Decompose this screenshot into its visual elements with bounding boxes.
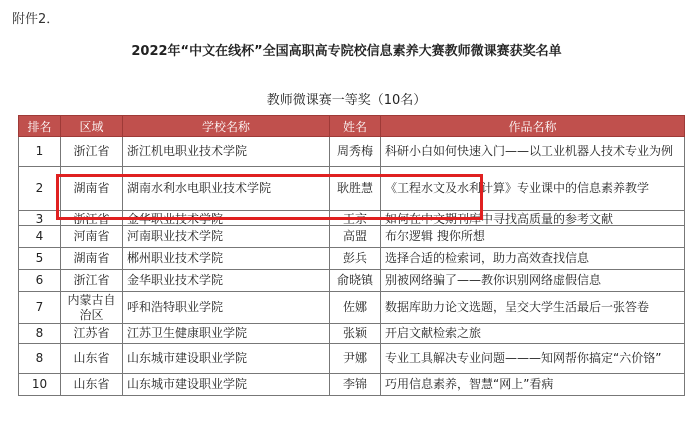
cell-work <box>381 137 685 167</box>
cell-work-text: 巧用信息素养，智慧“网上”看病 <box>385 377 554 391</box>
cell-name-text: 高盟 <box>342 229 367 243</box>
cell-region-text: 江苏省 <box>73 326 110 340</box>
cell-work-text: 开启文献检索之旅 <box>385 326 482 340</box>
cell-name-text: 王京 <box>342 211 367 225</box>
cell-region-text: 河南省 <box>73 229 110 243</box>
cell-region <box>61 344 123 374</box>
cell-rank <box>19 374 61 396</box>
cell-rank-text: 1 <box>35 144 44 158</box>
cell-work <box>381 374 685 396</box>
cell-region <box>61 248 123 270</box>
table-row <box>19 292 685 324</box>
cell-name <box>330 226 381 248</box>
cell-name-text: 张颖 <box>342 326 367 340</box>
cell-rank-text: 6 <box>35 273 44 287</box>
cell-region-text: 内蒙古自治区 <box>67 292 116 322</box>
cell-school <box>123 324 330 344</box>
cell-rank-text: 8 <box>35 326 44 340</box>
cell-work-text: 数据库助力论文选题，呈交大学生活最后一张答卷 <box>385 300 650 314</box>
cell-region-text: 湖南省 <box>73 251 110 265</box>
cell-school <box>123 292 330 324</box>
cell-name-text: 耿胜慧 <box>336 181 373 195</box>
cell-work <box>381 167 685 211</box>
cell-name-text: 尹娜 <box>342 351 367 365</box>
cell-rank-text: 8 <box>35 351 44 365</box>
cell-work-text: 《工程水文及水利计算》专业课中的信息素养教学 <box>385 181 650 195</box>
table-row <box>19 167 685 211</box>
header-name: 姓名 <box>330 116 381 137</box>
cell-region <box>61 324 123 344</box>
cell-school <box>123 137 330 167</box>
table-row <box>19 248 685 270</box>
cell-rank-text: 10 <box>31 377 48 391</box>
cell-region-text: 山东省 <box>73 377 110 391</box>
cell-school-text: 呼和浩特职业学院 <box>127 300 224 314</box>
cell-region <box>61 137 123 167</box>
cell-region <box>61 226 123 248</box>
cell-name <box>330 270 381 292</box>
cell-region <box>61 211 123 226</box>
cell-work-text: 专业工具解决专业问题———知网帮你搞定“六价铬” <box>385 351 662 365</box>
table-row <box>19 324 685 344</box>
table-subtitle: 教师微课赛一等奖（10名） <box>266 93 427 108</box>
cell-work <box>381 248 685 270</box>
cell-work-text: 如何在中文期刊库中寻找高质量的参考文献 <box>385 211 614 225</box>
cell-rank-text: 5 <box>35 251 44 265</box>
cell-school-text: 湖南水利水电职业技术学院 <box>127 181 272 195</box>
cell-name-text: 彭兵 <box>342 251 367 265</box>
cell-name-text: 佐娜 <box>342 300 367 314</box>
cell-rank <box>19 344 61 374</box>
cell-region <box>61 292 123 324</box>
cell-work <box>381 292 685 324</box>
cell-school-text: 金华职业技术学院 <box>127 273 224 287</box>
cell-rank-text: 3 <box>35 211 44 225</box>
cell-name <box>330 211 381 226</box>
table-row <box>19 374 685 396</box>
cell-school <box>123 248 330 270</box>
cell-rank-text: 4 <box>35 229 44 243</box>
cell-work <box>381 270 685 292</box>
cell-rank <box>19 211 61 226</box>
cell-work <box>381 226 685 248</box>
cell-rank-text: 2 <box>35 181 44 195</box>
document-title: 2022年“中文在线杯”全国高职高专院校信息素养大赛教师微课赛获奖名单 <box>131 44 562 59</box>
cell-rank <box>19 292 61 324</box>
cell-school <box>123 211 330 226</box>
cell-name <box>330 292 381 324</box>
cell-rank <box>19 324 61 344</box>
cell-rank <box>19 167 61 211</box>
cell-rank <box>19 248 61 270</box>
header-row <box>19 116 685 137</box>
cell-work <box>381 324 685 344</box>
cell-school <box>123 344 330 374</box>
cell-school <box>123 167 330 211</box>
cell-work-text: 别被网络骗了——教你识别网络虚假信息 <box>385 273 602 287</box>
cell-name-text: 俞晓镇 <box>336 273 373 287</box>
cell-school-text: 浙江机电职业技术学院 <box>127 144 248 158</box>
cell-school-text: 江苏卫生健康职业学院 <box>127 326 248 340</box>
cell-region-text: 浙江省 <box>73 211 110 225</box>
header-rank: 排名 <box>19 116 61 137</box>
header-school: 学校名称 <box>123 116 330 137</box>
table-row <box>19 226 685 248</box>
cell-region-text: 浙江省 <box>73 144 110 158</box>
cell-name <box>330 167 381 211</box>
cell-school <box>123 226 330 248</box>
cell-name-text: 李锦 <box>342 377 367 391</box>
cell-work-text: 布尔逻辑 搜你所想 <box>385 229 485 243</box>
table-row <box>19 137 685 167</box>
cell-region <box>61 374 123 396</box>
cell-name <box>330 137 381 167</box>
cell-name <box>330 324 381 344</box>
cell-rank <box>19 226 61 248</box>
cell-work-text: 科研小白如何快速入门——以工业机器人技术专业为例 <box>385 144 674 158</box>
cell-name <box>330 248 381 270</box>
cell-work <box>381 344 685 374</box>
annex-label: 附件2． <box>12 12 60 27</box>
cell-rank-text: 7 <box>35 300 44 314</box>
cell-region-text: 山东省 <box>73 351 110 365</box>
cell-school-text: 河南职业技术学院 <box>127 229 224 243</box>
table-row <box>19 270 685 292</box>
cell-region <box>61 270 123 292</box>
cell-work <box>381 211 685 226</box>
cell-work-text: 选择合适的检索词，助力高效查找信息 <box>385 251 590 265</box>
cell-school-text: 郴州职业技术学院 <box>127 251 224 265</box>
cell-rank <box>19 270 61 292</box>
cell-region <box>61 167 123 211</box>
cell-rank <box>19 137 61 167</box>
cell-school-text: 山东城市建设职业学院 <box>127 377 248 391</box>
header-region: 区域 <box>61 116 123 137</box>
cell-school-text: 金华职业技术学院 <box>127 211 224 225</box>
cell-school <box>123 374 330 396</box>
header-work: 作品名称 <box>381 116 685 137</box>
cell-school-text: 山东城市建设职业学院 <box>127 351 248 365</box>
cell-name-text: 周秀梅 <box>336 144 373 158</box>
cell-region-text: 浙江省 <box>73 273 110 287</box>
cell-name <box>330 374 381 396</box>
table-row <box>19 211 685 226</box>
table-row <box>19 344 685 374</box>
cell-region-text: 湖南省 <box>73 181 110 195</box>
cell-name <box>330 344 381 374</box>
awards-table <box>18 115 685 396</box>
cell-school <box>123 270 330 292</box>
